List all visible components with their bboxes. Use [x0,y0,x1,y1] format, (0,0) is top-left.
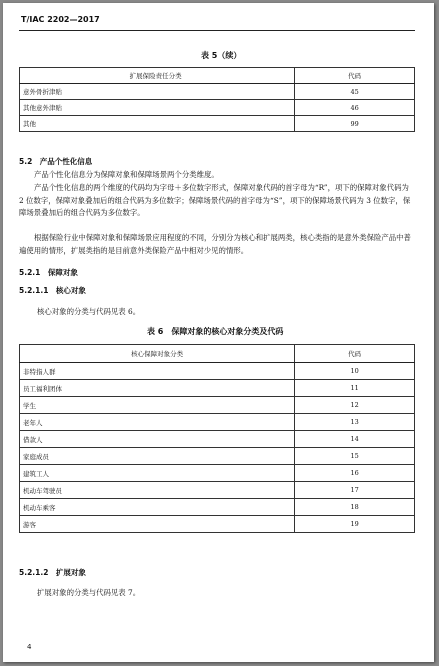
table-row [20,397,415,414]
table6-cell-code: 12 [295,397,415,414]
table6-cell-code: 15 [295,448,415,465]
table6-cell-code: 19 [295,516,415,533]
table6-header-code: 代码 [295,345,415,363]
table6-cell-category: 机动车驾驶员 [20,482,295,499]
table-row [20,363,415,380]
table6-cell-category: 建筑工人 [20,465,295,482]
section-5-2-1-1-heading: 5.2.1.1 核心对象 [19,286,86,295]
table-row [20,100,415,116]
table-row [20,448,415,465]
table5 [19,67,415,132]
document-page [3,3,434,662]
section-5-2-1-2-text: 扩展对象的分类与代码见表 7。 [37,588,141,597]
table6-cell-code: 13 [295,414,415,431]
table6-header-row [20,345,415,363]
standard-code: T/IAC 2202—2017 [21,15,100,24]
section-5-2-1-1-text: 核心对象的分类与代码见表 6。 [37,307,141,316]
section-5-2-1-heading: 5.2.1 保障对象 [19,268,78,277]
table6-cell-category: 员工福利团体 [20,380,295,397]
section-5-2-para-2: 产品个性化信息的两个维度的代码均为字母＋多位数字形式，保障对象代码的首字母为“R”，项下的保障对象代码为 2 位数字，保障对象叠加后的组合代码为多位数字；保障场景代码的首字母为“S”，项下的保障场景代码为 3 位数字，保障场景叠加后的组合代码为多位数字。 [19,183,411,217]
table5-header-row [20,68,415,84]
table5-caption: 表 5（续） [201,51,242,60]
table6-cell-category: 家庭成员 [20,448,295,465]
table-row [20,499,415,516]
table-row [20,116,415,132]
section-5-2-1-2-heading: 5.2.1.2 扩展对象 [19,568,86,577]
table5-cell-category: 其他意外津贴 [20,100,295,116]
page-number: 4 [27,643,32,651]
table6-cell-category: 非特指人群 [20,363,295,380]
table-row [20,516,415,533]
table5-cell-code: 99 [295,116,415,132]
table6-header-category: 核心保障对象分类 [20,345,295,363]
table6-cell-category: 学生 [20,397,295,414]
table5-cell-code: 46 [295,100,415,116]
table6-caption: 表 6 保障对象的核心对象分类及代码 [147,327,284,336]
table-row [20,431,415,448]
header-rule [19,30,415,31]
section-5-2-para-1: 产品个性化信息分为保障对象和保障场景两个分类维度。 [34,170,219,179]
table6-cell-code: 14 [295,431,415,448]
table6-cell-category: 机动车乘客 [20,499,295,516]
table6-cell-category: 游客 [20,516,295,533]
table6-cell-code: 16 [295,465,415,482]
section-5-2-para-3: 根据保险行业中保障对象和保障场景应用程度的不同，分别分为核心和扩展两类，核心类指的是意外类保险产品中普遍使用的情形，扩展类指的是目前意外类保险产品中相对少见的情形。 [19,233,411,255]
table-row [20,482,415,499]
table5-cell-category: 其他 [20,116,295,132]
table-row [20,465,415,482]
table6 [19,344,415,533]
table-row [20,380,415,397]
table-row [20,84,415,100]
table6-cell-code: 17 [295,482,415,499]
table5-header-category: 扩展保险责任分类 [20,68,295,84]
table6-cell-code: 11 [295,380,415,397]
table6-cell-code: 18 [295,499,415,516]
table5-cell-category: 意外骨折津贴 [20,84,295,100]
table5-header-code: 代码 [295,68,415,84]
table5-cell-code: 45 [295,84,415,100]
table-row [20,414,415,431]
table6-cell-category: 老年人 [20,414,295,431]
table6-cell-code: 10 [295,363,415,380]
section-5-2-heading: 5.2 产品个性化信息 [19,157,93,166]
table6-cell-category: 借款人 [20,431,295,448]
